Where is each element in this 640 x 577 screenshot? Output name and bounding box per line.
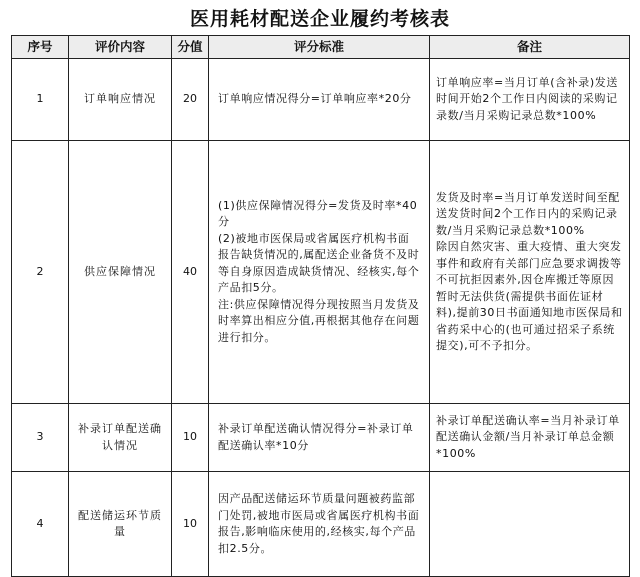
scoring-standard-text: (1)供应保障情况得分=发货及时率*40分 (2)被地市医保局或省属医疗机构书面报告缺货情况的,属配送企业备货不及时等自身原因造成缺货情况、经核实,每个产品扣5分。 注:供应保障情况得分现按照当月发货及时率算出相应分值,再根据其他存在问题进行扣分。 bbox=[218, 198, 420, 344]
row-number: 3 bbox=[12, 404, 69, 472]
scoring-standard bbox=[209, 472, 430, 577]
header-no: 序号 bbox=[12, 36, 69, 59]
header-note: 备注 bbox=[430, 36, 630, 59]
evaluation-item: 订单响应情况 bbox=[69, 59, 172, 141]
row-number: 2 bbox=[12, 141, 69, 404]
remark-text: 订单响应率=当月订单(含补录)发送时间开始2个工作日内阅读的采购记录数/当月采购记录总数*100% bbox=[436, 75, 618, 122]
table-row bbox=[12, 141, 630, 404]
header-standard: 评分标准 bbox=[209, 36, 430, 59]
row-number: 4 bbox=[12, 472, 69, 577]
score-value: 40 bbox=[172, 141, 209, 404]
scoring-standard-text: 订单响应情况得分=订单响应率*20分 bbox=[218, 92, 412, 106]
header-score: 分值 bbox=[172, 36, 209, 59]
scoring-standard-text: 补录订单配送确认情况得分=补录订单配送确认率*10分 bbox=[218, 422, 414, 452]
table-row bbox=[12, 404, 630, 472]
table-row bbox=[12, 472, 630, 577]
header-row bbox=[12, 36, 630, 59]
remark bbox=[430, 141, 630, 404]
assessment-table bbox=[11, 35, 630, 577]
score-value: 10 bbox=[172, 404, 209, 472]
scoring-standard bbox=[209, 404, 430, 472]
remark bbox=[430, 404, 630, 472]
remark bbox=[430, 472, 630, 577]
evaluation-item: 配送储运环节质量 bbox=[69, 472, 172, 577]
scoring-standard-text: 因产品配送储运环节质量问题被药监部门处罚,被地市医局或省属医疗机构书面报告,影响临床使用的,经核实,每个产品扣2.5分。 bbox=[218, 492, 420, 555]
header-item: 评价内容 bbox=[69, 36, 172, 59]
evaluation-item: 供应保障情况 bbox=[69, 141, 172, 404]
remark bbox=[430, 59, 630, 141]
page-title: 医用耗材配送企业履约考核表 bbox=[189, 8, 450, 30]
scoring-standard bbox=[209, 59, 430, 141]
scoring-standard bbox=[209, 141, 430, 404]
remark-text: 发货及时率=当月订单发送时间至配送发货时间2个工作日内的采购记录数/当月采购记录总数*100% 除因自然灾害、重大疫情、重大突发事件和政府有关部门应急要求调拨等不可抗拒因素外,因仓库搬迁等原因暂时无法供货(需提供书面佐证材料),提前30日书面通知地市医保局和省药采中心的(也可通过招采子系统提交),可不予扣分。 bbox=[436, 190, 623, 352]
evaluation-item: 补录订单配送确认情况 bbox=[69, 404, 172, 472]
row-number: 1 bbox=[12, 59, 69, 141]
table-row bbox=[12, 59, 630, 141]
score-value: 10 bbox=[172, 472, 209, 577]
remark-text: 补录订单配送确认率=当月补录订单配送确认金额/当月补录订单总金额*100% bbox=[436, 413, 620, 460]
score-value: 20 bbox=[172, 59, 209, 141]
